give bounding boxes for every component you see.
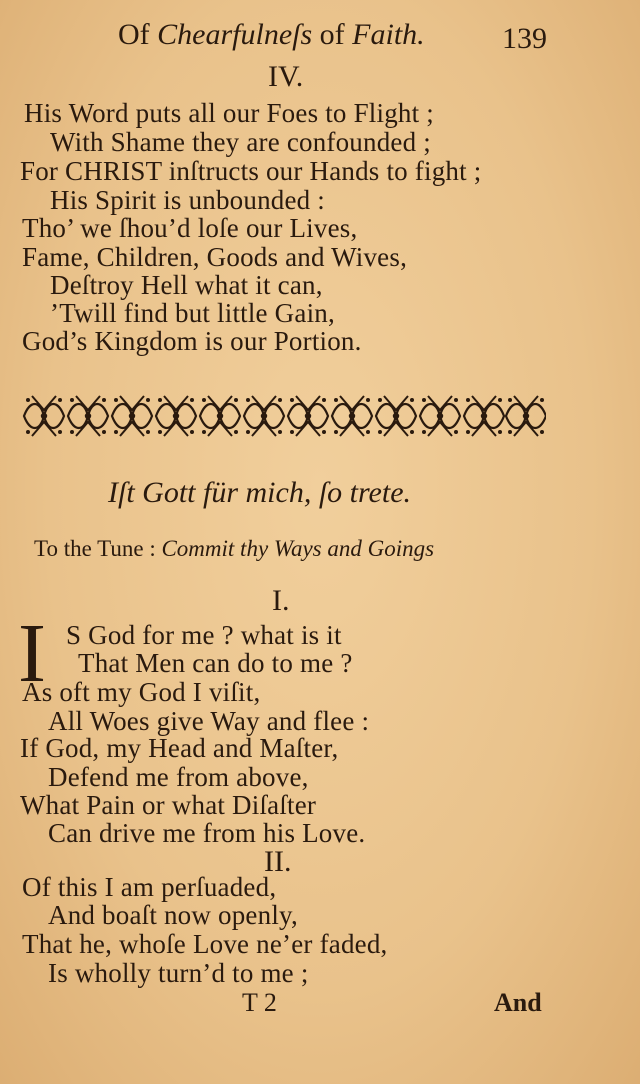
stanza-ii-number: II. xyxy=(264,845,292,878)
stanza-i-line-5: If God, my Head and Maſter, xyxy=(20,733,339,763)
stanza-ii-line-4: Is wholly turn’d to me ; xyxy=(48,958,309,988)
stanza-i-line-6: Defend me from above, xyxy=(48,762,309,792)
stanza-iv-number: IV. xyxy=(268,60,304,93)
tune-label: To the Tune : xyxy=(34,536,156,561)
stanza-i-number: I. xyxy=(272,584,290,617)
stanza-iv-line-7: Deſtroy Hell what it can, xyxy=(50,270,323,300)
stanza-i-line-7: What Pain or what Diſaſter xyxy=(20,790,317,820)
tune-name: Commit thy Ways and Goings xyxy=(161,536,435,561)
page-number: 139 xyxy=(502,22,547,55)
stanza-iv-line-4: His Spirit is unbounded : xyxy=(50,185,326,215)
stanza-iv-line-8: ’Twill find but little Gain, xyxy=(50,298,335,328)
stanza-iv-line-2: With Shame they are confounded ; xyxy=(50,127,431,157)
hymn-title: Iſt Gott für mich, ſo trete. xyxy=(108,476,412,509)
stanza-ii-line-1: Of this I am perſuaded, xyxy=(22,872,277,902)
stanza-i-line-2: That Men can do to me ? xyxy=(78,648,353,678)
catchword: And xyxy=(494,988,542,1017)
stanza-i-line-1: S God for me ? what is it xyxy=(66,620,342,650)
running-head xyxy=(118,18,425,52)
stanza-i-line-4: All Woes give Way and flee : xyxy=(48,706,370,736)
stanza-iv-line-5: Tho’ we ſhou’d loſe our Lives, xyxy=(22,213,358,243)
running-head-of: Of xyxy=(118,18,150,51)
stanza-i-line-8: Can drive me from his Love. xyxy=(48,818,366,848)
stanza-iv-line-6: Fame, Children, Goods and Wives, xyxy=(22,242,408,272)
running-head-of-2: of xyxy=(319,18,345,51)
drop-cap: I xyxy=(18,607,46,700)
running-head-faith: Faith. xyxy=(352,18,425,51)
printers-ornament-band xyxy=(22,392,546,440)
stanza-iv-line-9: God’s Kingdom is our Portion. xyxy=(22,326,362,356)
stanza-iv-line-1: His Word puts all our Foes to Flight ; xyxy=(24,98,434,128)
stanza-i-line-3: As oft my God I viſit, xyxy=(22,677,261,707)
stanza-ii-line-2: And boaſt now openly, xyxy=(48,900,298,930)
running-head-chearfulness: Chearfulneſs xyxy=(157,18,313,51)
signature-mark: T 2 xyxy=(242,988,277,1017)
tune-indication xyxy=(34,536,434,562)
stanza-iv-line-3: For CHRIST inſtructs our Hands to fight ; xyxy=(20,156,482,186)
stanza-ii-line-3: That he, whoſe Love ne’er faded, xyxy=(22,929,388,959)
